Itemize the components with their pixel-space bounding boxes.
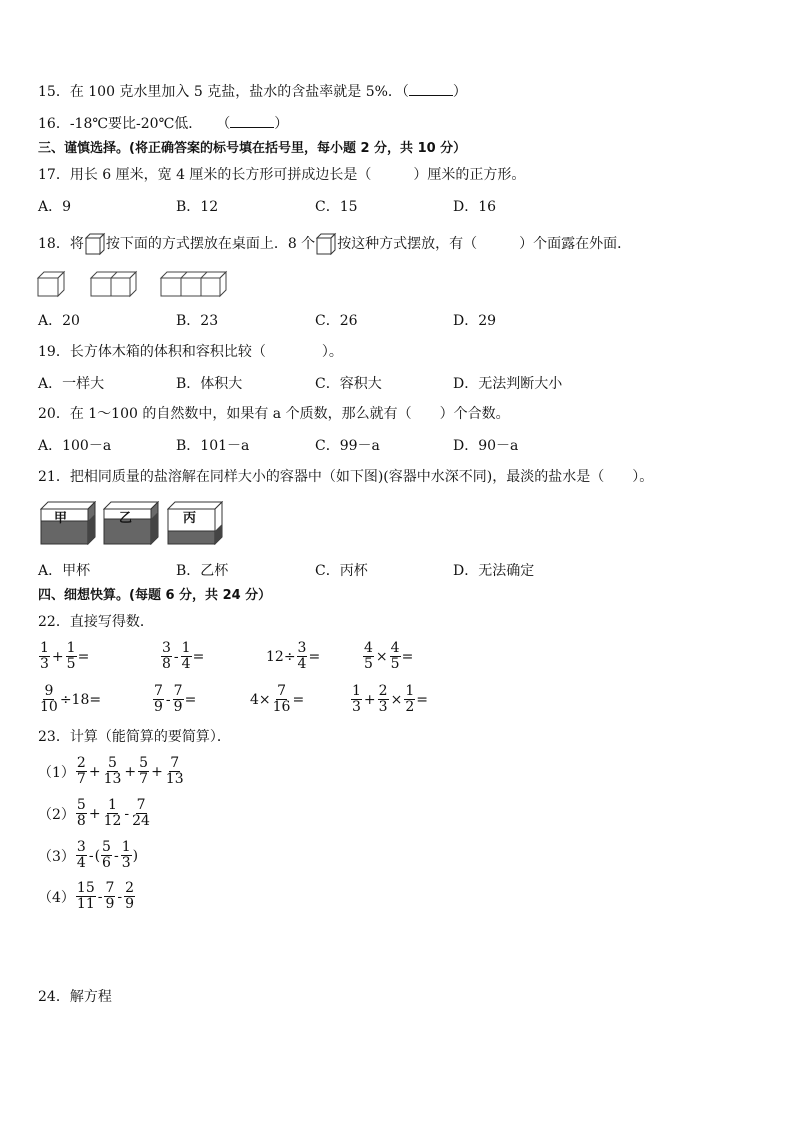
denominator: 4 <box>297 656 307 672</box>
math-token: = <box>416 691 428 708</box>
numerator: 3 <box>162 640 171 656</box>
q21-option-b[interactable]: B．乙杯 <box>176 563 229 579</box>
numerator: 7 <box>105 880 115 896</box>
fraction <box>76 756 87 787</box>
question-18: 18．将 按下面的方式摆放在桌面上．8 个 按这种方式摆放，有（ ）个面露在外面． <box>38 232 631 256</box>
cube-icon <box>84 232 106 256</box>
math-token: + <box>151 763 163 780</box>
numerator: 7 <box>170 755 180 771</box>
numerator: 9 <box>44 683 54 699</box>
denominator: 6 <box>102 855 111 871</box>
question-15: 15．在 100 克水里加入 5 克盐，盐水的含盐率就是 5%．（ ） <box>38 81 467 102</box>
math-token: - <box>113 847 119 864</box>
denominator: 10 <box>40 699 58 715</box>
denominator: 9 <box>154 699 163 715</box>
numerator: 1 <box>66 640 76 656</box>
cup-label: 丙 <box>183 511 197 526</box>
math-token: ) <box>132 847 139 864</box>
math-token: = <box>308 648 321 665</box>
section-3-heading: 三、谨慎选择。(将正确答案的标号填在括号里，每小题 2 分，共 10 分） <box>38 141 467 156</box>
question-24: 24．解方程 <box>38 989 112 1005</box>
q17-option-c[interactable]: C．15 <box>315 199 358 215</box>
math-token: - <box>165 691 171 708</box>
question-16: 16．-18℃要比-20℃低． （ ） <box>38 113 288 134</box>
cup-bing <box>167 501 223 545</box>
fraction <box>165 756 185 787</box>
numerator: 7 <box>154 683 163 699</box>
q18-option-c[interactable]: C．26 <box>315 313 358 329</box>
fraction <box>173 684 184 715</box>
three-cubes-figure <box>161 272 226 296</box>
cup-label: 乙 <box>119 511 133 526</box>
fraction <box>104 881 115 912</box>
fraction <box>66 641 77 672</box>
numerator: 2 <box>125 880 135 896</box>
cube-icon <box>315 232 337 256</box>
math-token: + <box>88 763 101 780</box>
math-token: - <box>124 805 130 822</box>
q18-option-d[interactable]: D．29 <box>453 313 497 329</box>
fraction <box>153 684 164 715</box>
q20-option-b[interactable]: B．101－a <box>176 438 250 454</box>
denominator: 8 <box>76 813 86 829</box>
numerator: 1 <box>121 839 131 855</box>
q19-option-c[interactable]: C．容积大 <box>315 376 382 392</box>
math-token: （1） <box>38 764 75 781</box>
denominator: 9 <box>105 896 115 912</box>
denominator: 24 <box>132 813 150 829</box>
numerator: 2 <box>76 755 86 771</box>
math-token: ÷18= <box>59 691 102 708</box>
cup-yi <box>103 501 159 545</box>
q23-part-4 <box>38 881 136 912</box>
q21-option-c[interactable]: C．丙杯 <box>315 563 368 579</box>
q22-expr-4 <box>362 641 413 672</box>
math-token: × <box>375 648 388 665</box>
fraction <box>138 756 149 787</box>
denominator: 8 <box>162 656 171 672</box>
q22-expr-6 <box>152 684 196 715</box>
fraction <box>76 881 96 912</box>
q21-option-a[interactable]: A．甲杯 <box>38 563 91 579</box>
denominator: 5 <box>66 656 76 672</box>
fraction <box>297 641 308 672</box>
fraction <box>103 798 123 829</box>
fraction <box>39 684 59 715</box>
denominator: 13 <box>103 771 122 787</box>
denominator: 7 <box>76 771 86 787</box>
q19-option-b[interactable]: B．体积大 <box>176 376 243 392</box>
q20-option-c[interactable]: C．99－a <box>315 438 380 454</box>
numerator: 1 <box>40 640 49 656</box>
q22-expr-2 <box>160 641 204 672</box>
denominator: 3 <box>121 855 131 871</box>
math-token: （4） <box>38 889 75 906</box>
question-19: 19．长方体木箱的体积和容积比较（ ）。 <box>38 344 343 360</box>
numerator: 5 <box>76 797 86 813</box>
q22-expr-3 <box>266 641 320 672</box>
fraction <box>181 641 192 672</box>
q23-part-2 <box>38 798 152 829</box>
q19-option-d[interactable]: D．无法判断大小 <box>453 376 563 392</box>
denominator: 3 <box>378 699 388 715</box>
numerator: 2 <box>378 683 388 699</box>
fraction <box>39 641 50 672</box>
numerator: 7 <box>277 683 287 699</box>
fraction <box>121 840 132 871</box>
denominator: 9 <box>173 699 183 715</box>
fraction <box>76 798 87 829</box>
numerator: 1 <box>352 683 361 699</box>
fraction <box>161 641 172 672</box>
q19-option-a[interactable]: A．一样大 <box>38 376 105 392</box>
math-token: 12÷ <box>266 648 296 665</box>
denominator: 4 <box>76 855 86 871</box>
math-token: ( <box>94 847 101 864</box>
math-token: - <box>97 888 103 905</box>
denominator: 5 <box>390 656 400 672</box>
q22-expr-5 <box>38 684 101 715</box>
q17-option-d[interactable]: D．16 <box>453 199 497 215</box>
q23-part-3 <box>38 840 138 871</box>
math-token: = <box>192 648 205 665</box>
fraction <box>76 840 87 871</box>
cup-label: 甲 <box>54 511 68 526</box>
denominator: 3 <box>352 699 361 715</box>
denominator: 3 <box>40 656 49 672</box>
denominator: 5 <box>364 656 373 672</box>
math-token: - <box>117 888 123 905</box>
numerator: 1 <box>108 797 117 813</box>
math-token: 4× <box>250 691 271 708</box>
q20-option-d[interactable]: D．90－a <box>453 438 519 454</box>
q22-expr-7 <box>250 684 304 715</box>
numerator: 3 <box>297 640 307 656</box>
denominator: 9 <box>125 896 135 912</box>
numerator: 7 <box>136 797 146 813</box>
numerator: 3 <box>76 839 86 855</box>
denominator: 16 <box>272 699 291 715</box>
two-cubes-figure <box>91 272 136 296</box>
math-token: = <box>292 691 305 708</box>
fraction <box>363 641 374 672</box>
math-token: = <box>77 648 90 665</box>
q22-expr-1 <box>38 641 89 672</box>
math-token: = <box>184 691 197 708</box>
q20-option-a[interactable]: A．100－a <box>38 438 112 454</box>
math-token: × <box>390 691 403 708</box>
question-17: 17．用长 6 厘米，宽 4 厘米的长方形可拼成边长是（ ）厘米的正方形。 <box>38 167 526 183</box>
math-token: + <box>51 648 64 665</box>
answer-blank[interactable] <box>230 113 274 128</box>
denominator: 2 <box>405 699 415 715</box>
question-20: 20．在 1～100 的自然数中，如果有 a 个质数，那么就有（ ）个合数。 <box>38 406 510 422</box>
one-cube-figure <box>38 272 64 296</box>
numerator: 5 <box>139 755 149 771</box>
q23-part-1 <box>38 756 186 787</box>
fraction <box>378 684 389 715</box>
math-token: + <box>124 763 137 780</box>
math-token: + <box>363 691 376 708</box>
numerator: 15 <box>76 880 95 896</box>
denominator: 7 <box>139 771 149 787</box>
answer-blank[interactable] <box>409 81 453 96</box>
fraction <box>272 684 292 715</box>
q22-expr-8 <box>350 684 428 715</box>
denominator: 11 <box>76 896 95 912</box>
question-22: 22．直接写得数． <box>38 614 154 630</box>
denominator: 12 <box>103 813 122 829</box>
numerator: 4 <box>364 640 373 656</box>
q21-option-d[interactable]: D．无法确定 <box>453 563 535 579</box>
fraction <box>103 756 123 787</box>
numerator: 4 <box>390 640 400 656</box>
math-token: （2） <box>38 806 75 823</box>
q17-option-b[interactable]: B．12 <box>176 199 219 215</box>
denominator: 4 <box>181 656 191 672</box>
q17-option-a[interactable]: A．9 <box>38 199 72 215</box>
numerator: 1 <box>405 683 415 699</box>
fraction <box>390 641 401 672</box>
cube-arrangement-figure <box>36 270 236 300</box>
numerator: 7 <box>173 683 183 699</box>
q18-option-b[interactable]: B．23 <box>176 313 219 329</box>
numerator: 5 <box>108 755 117 771</box>
math-token: = <box>401 648 414 665</box>
numerator: 5 <box>102 839 111 855</box>
fraction <box>131 798 151 829</box>
math-token: - <box>88 847 94 864</box>
fraction <box>404 684 415 715</box>
math-token: （3） <box>38 848 75 865</box>
question-21: 21．把相同质量的盐溶解在同样大小的容器中（如下图)(容器中水深不同)，最淡的盐水是（ ）。 <box>38 469 654 485</box>
question-23: 23．计算（能简算的要简算）． <box>38 729 231 745</box>
numerator: 1 <box>181 640 191 656</box>
fraction <box>101 840 112 871</box>
math-token: - <box>173 648 179 665</box>
section-4-heading: 四、细想快算。(每题 6 分，共 24 分） <box>38 588 272 603</box>
math-token: + <box>88 805 101 822</box>
fraction <box>351 684 362 715</box>
denominator: 13 <box>165 771 184 787</box>
cup-jia <box>40 501 96 545</box>
q18-option-a[interactable]: A．20 <box>38 313 80 329</box>
fraction <box>124 881 135 912</box>
